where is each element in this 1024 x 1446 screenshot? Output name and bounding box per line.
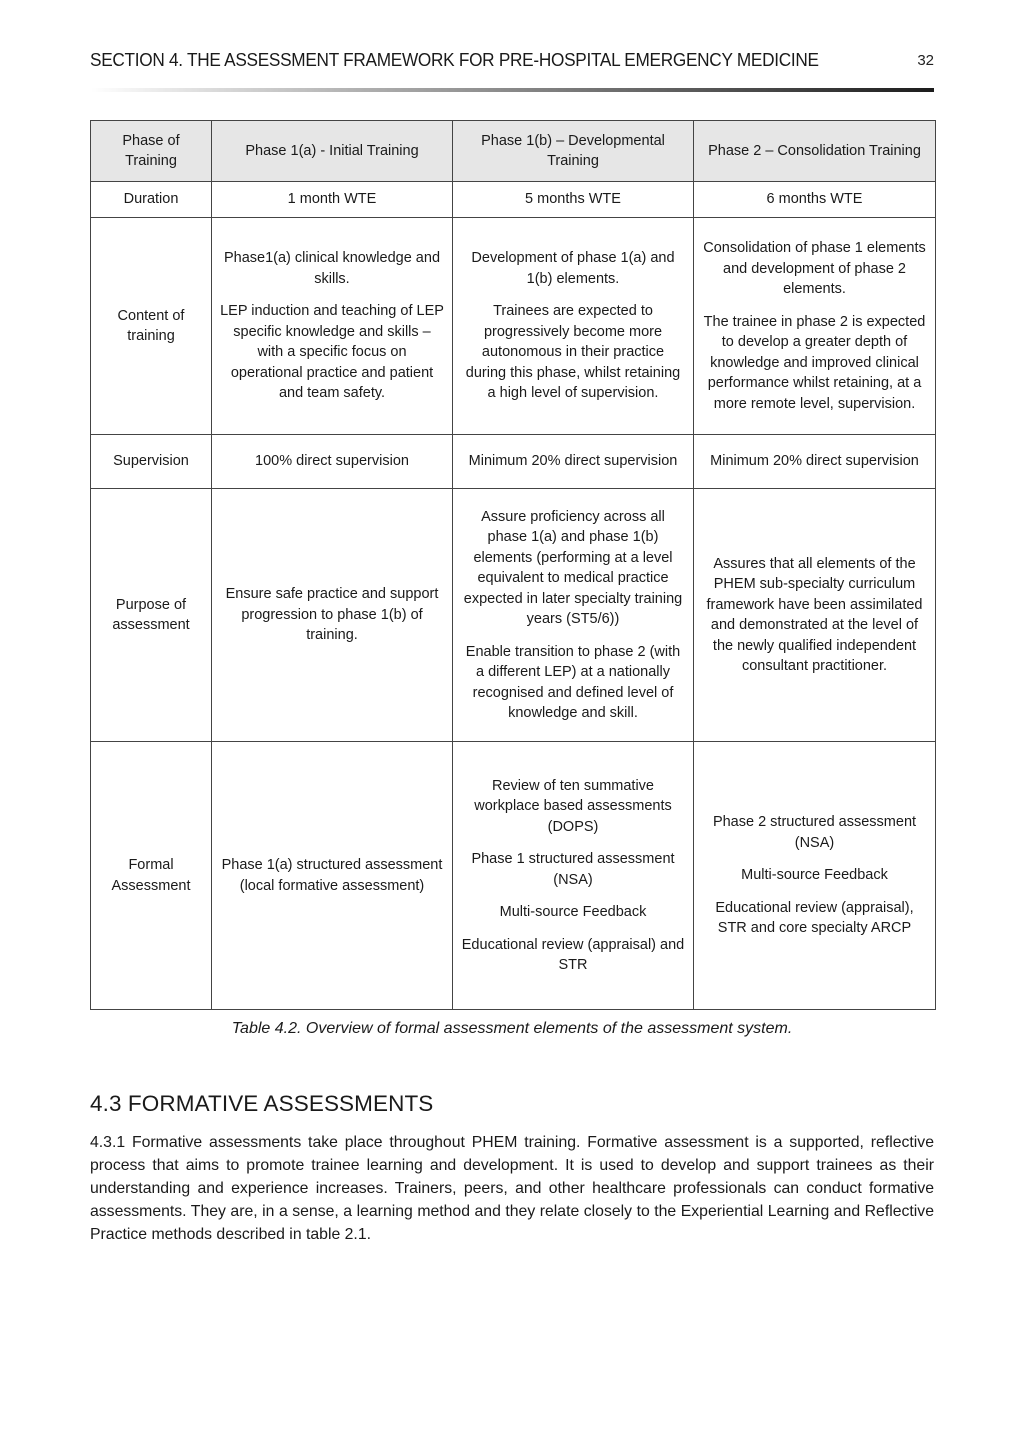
cell-text: Phase 2 structured assessment (NSA) <box>712 814 917 851</box>
cell-text: Minimum 20% direct supervision <box>710 453 919 470</box>
table-row <box>91 742 936 1010</box>
cell-text: Assure proficiency across all phase 1(a) and phase 1(b) elements (performing at a level equivalent to medical practice expected in later specialty training years (ST5/6)) <box>463 508 683 627</box>
column-header: Phase 1(b) – Developmental Training <box>453 121 694 182</box>
table-cell <box>694 182 936 218</box>
cell-text: 100% direct supervision <box>255 453 409 470</box>
table-cell <box>453 435 694 489</box>
row-label: Duration <box>91 182 212 218</box>
cell-text: Development of phase 1(a) and 1(b) elements. <box>471 250 675 287</box>
cell-text: 1 month WTE <box>287 191 377 208</box>
table-cell <box>453 742 694 1010</box>
cell-text: Consolidation of phase 1 elements and development of phase 2 elements. <box>703 240 926 297</box>
table-cell <box>453 218 694 435</box>
page-number: 32 <box>917 52 934 69</box>
column-header: Phase 1(a) - Initial Training <box>212 121 453 182</box>
cell-text: Review of ten summative workplace based assessments (DOPS) <box>474 777 672 835</box>
table-cell <box>694 218 936 435</box>
table-header-row <box>91 121 936 182</box>
table-cell <box>212 182 453 218</box>
column-header: Phase 2 – Consolidation Training <box>694 121 936 182</box>
table-row <box>91 182 936 218</box>
row-label: Purpose of assessment <box>91 489 212 742</box>
table-cell <box>694 435 936 489</box>
header-divider <box>90 88 934 92</box>
cell-text: Educational review (appraisal) and STR <box>461 936 685 973</box>
cell-text: Phase1(a) clinical knowledge and skills. <box>223 250 441 287</box>
row-label: Supervision <box>91 435 212 489</box>
table-cell <box>212 742 453 1010</box>
section-header-title: SECTION 4. THE ASSESSMENT FRAMEWORK FOR PRE-HOSPITAL EMERGENCY MEDICINE <box>90 49 819 70</box>
section-heading: 4.3 FORMATIVE ASSESSMENTS <box>90 1091 434 1116</box>
cell-text: Multi-source Feedback <box>741 867 888 884</box>
table-caption: Table 4.2. Overview of formal assessment elements of the assessment system. <box>231 1020 793 1037</box>
cell-text: Trainees are expected to progressively become more autonomous in their practice during this phase, whilst retaining a high level of supervision. <box>465 303 681 402</box>
table-cell <box>453 182 694 218</box>
cell-text: LEP induction and teaching of LEP specific knowledge and skills – with a specific focus on operational practice and patient and team safety. <box>220 303 444 402</box>
table-row <box>91 489 936 742</box>
cell-text: 5 months WTE <box>525 191 621 208</box>
table-cell <box>212 489 453 742</box>
table-cell <box>212 218 453 435</box>
table-cell <box>212 435 453 489</box>
table-cell <box>694 742 936 1010</box>
table-cell <box>453 489 694 742</box>
cell-text: Assures that all elements of the PHEM sub-specialty curriculum framework have been assimilated and demonstrated at the level of the newly qualified independent consultant practitioner. <box>706 555 923 674</box>
cell-text: Ensure safe practice and support progression to phase 1(b) of training. <box>225 586 439 644</box>
cell-text: Multi-source Feedback <box>499 904 647 920</box>
cell-text: Educational review (appraisal), STR and core specialty ARCP <box>715 899 914 937</box>
row-label: Content of training <box>91 218 212 435</box>
cell-text: The trainee in phase 2 is expected to develop a greater depth of knowledge and improved clinical performance whilst retaining, at a more remote level, supervision. <box>703 313 926 412</box>
column-header: Phase of Training <box>91 121 212 182</box>
row-label: Formal Assessment <box>91 742 212 1010</box>
table-cell <box>694 489 936 742</box>
table-row <box>91 435 936 489</box>
assessment-overview-table <box>90 120 936 1010</box>
table-row <box>91 218 936 435</box>
cell-text: 6 months WTE <box>766 191 863 208</box>
cell-text: Phase 1(a) structured assessment (local formative assessment) <box>221 857 443 894</box>
body-paragraph: 4.3.1 Formative assessments take place throughout PHEM training. Formative assessment is a supported, reflective process that aims to promote trainee learning and development. It is used to develop and support trainees as their understanding and experience increases. Trainers, peers, and other healthcare professionals can conduct formative assessments. They are, in a sense, a learning method and they relate closely to the Experiential Learning and Reflective Practice methods described in table 2.1. <box>90 1134 934 1243</box>
cell-text: Enable transition to phase 2 (with a different LEP) at a nationally recognised and defined level of knowledge and skill. <box>465 643 681 721</box>
cell-text: Phase 1 structured assessment (NSA) <box>471 851 675 888</box>
cell-text: Minimum 20% direct supervision <box>468 453 678 470</box>
